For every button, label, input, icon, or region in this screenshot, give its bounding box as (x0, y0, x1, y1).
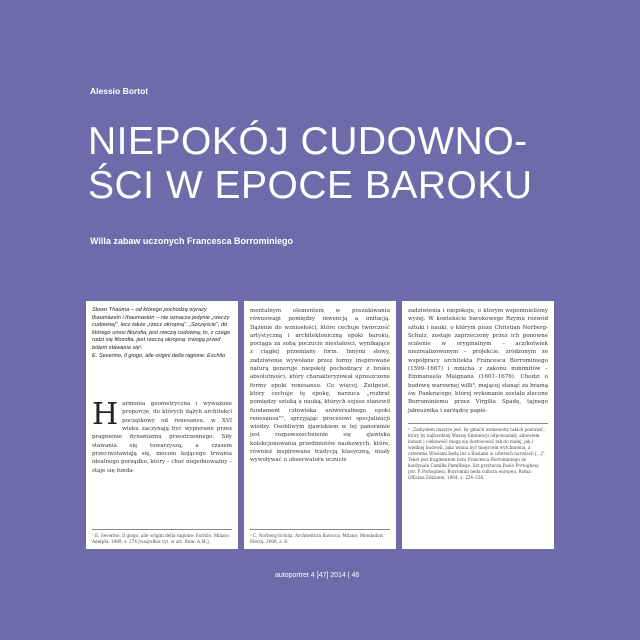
title-line-1: NIEPOKÓJ CUDOWNO- (88, 120, 528, 163)
footnote-3: ³ „Zamysłem naszym jest, by gmach wzniesiony takich postawić, który by najbardziej Waszej Eminencji odpowiadały, albowiem kunszt i ciekawość mogą się dostosować tak do małej, jak i wielkiej budowli, jaka winna być miejscem wytchnienia, z czterema Wieżami będą też z Bastami w czterech narożach […]”. Tekst jest fragmentem listu Francesca Borrominiego do kardynała Camilla Pamfiliego; list przytacza Paolo Portoghesi, por. P. Portoghesi, Borromini nella cultura europea, Roma: Officina Edizione, 1964, s. 224–226. (408, 423, 548, 481)
body-text-block (92, 397, 233, 475)
footnote-2: ² C. Norberg-Schulz, Architettura Barocca, Milano: Mondadori Electa, 2008, s. 8. (250, 529, 390, 545)
epigraph (92, 307, 232, 360)
body-paragraph: zadziwienia i niepokoju, o którym wspomnieliśmy wyżej. W kontekście barokowego Rzymu rozwód sztuki i nauki, o którym pisze Christian Norberg-Schulz, zostaje zaprzeczony przez ich ponowne scalenie w oryginalnym – acz/kolwiek niezrealizowanym – projekcie, zrodzonym ze współpracy architekta Francesca Borrominiego (1599–1667) i mnicha z zakonu minimitów – Emmanuela Maignana (1601–1676). Chodzi o budowę warownej willi³, mającej stanąć za bramą św. Pankracego, której wykonanie zostało zlecone Borrominiemu przez Virgilia Spadę, tajnego jałmużnika i zarządcę papie- (408, 308, 548, 414)
text-column-2 (244, 301, 396, 549)
title-line-2: ŚCI W EPOCE BAROKU (88, 164, 533, 207)
text-column-1 (86, 301, 238, 549)
epigraph-quote: Słowo Thaùma – od którego pochodzą wyrazy thaumàzein i thaumastón – nie oznacza jedynie „rzeczy cudownej”, lecz także „rzecz okropną”. „Szczęście”, do którego unosi filozofia, jest rzeczą cudowną; to, z czego rodzi się filozofia, jest rzeczą okropną: trwogą przed bólem stawania się¹. (92, 307, 231, 351)
article-title (88, 120, 558, 208)
page-footer: autoportret 4 [47] 2014 | 46 (275, 572, 360, 579)
body-paragraph: mentalnym elementem w poszukiwaniu równowagi pomiędzy inwencją a imitacją. Dążenie do wzniosłości, które cechuje twórczość artystyczną i architektoniczną epoki baroku, pociąga za sobą poczucie niestałości, wynikające z ciągłej przemiany form. Innymi słowy, zadziwienie wywołane przez formy inspirowane naturą generuje niepokój pochodzący z braku absolutności, który charakteryzował uproszczone formy epoki renesansu. Co więcej, Zeitgeist, który cechuje tę epokę, narzuca „rozbrat pomiędzy sztuką a nauką, których sojusz stanowił fundament człowieka uniwersalnego epoki renesansu”², sprzyjając procesowi specjalizacji wiedzy. Osobliwym zjawiskiem w tej panoramie jest rozpowszechnienie się zjawiska kolekcjonowania przedmiotów naukowych, które, również inspirowane tradycją klasyczną, miały wywoływać u obserwatora uczucie (250, 308, 390, 464)
author-name: Alessio Bortot (90, 86, 149, 96)
epigraph-source: E. Severino, Il giogo, alle origini della ragione: Eschilo (92, 352, 226, 359)
text-column-3 (402, 301, 554, 549)
body-paragraph: armonia geometryczna i wyważone proporcje, do których dążyli architekci początkowy od renesansu, w XVI wieku zaczynają być wypierane przez pragnienie dynamizmu przestrzennego. Siły stawania się towarzyszą, a czasem przeciwstawiają się, mocom kojącego trwania idealnego porządku, który – choć niejednoważny – staje się funda- (92, 401, 233, 474)
drop-cap: H (92, 397, 119, 433)
footnote-1: ¹ E. Severino, Il giogo, alle origini della ragione: Eschilo, Milano: Adelphi, 1989, s. 274 [wszystkie cyt. w art. tłum. A.M.]. (92, 529, 232, 545)
article-subtitle: Willa zabaw uczonych Francesca Borrominiego (90, 236, 293, 246)
